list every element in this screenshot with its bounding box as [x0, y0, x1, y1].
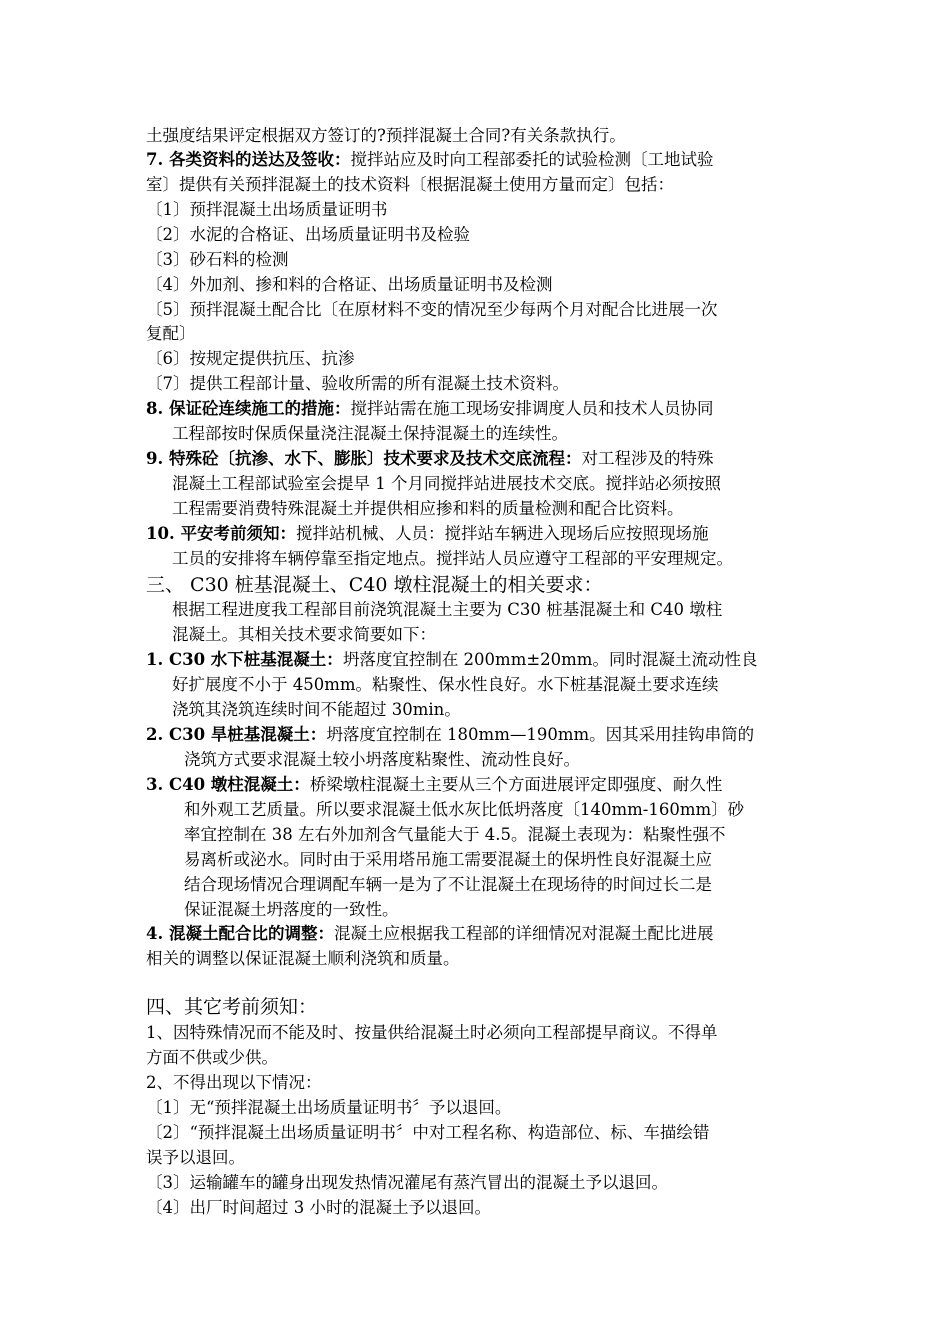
text-line: 混凝土工程部试验室会提早 1 个月同搅拌站进展技术交底。搅拌站必须按照	[172, 474, 721, 493]
text-line: 2、不得出现以下情况：	[146, 1073, 322, 1092]
text-line: 2. C30 旱桩基混凝土：坍落度宜控制在 180mm—190mm。因其采用挂钩串筒的	[146, 725, 755, 744]
text-line: 保证混凝土坍落度的一致性。	[184, 900, 399, 919]
text-line: 4. 混凝土配合比的调整：混凝土应根据我工程部的详细情况对混凝土配比进展	[146, 924, 714, 943]
section-heading: 3. C40 墩柱混凝土：	[146, 775, 310, 794]
text-line: 8. 保证砼连续施工的措施：搅拌站需在施工现场安排调度人员和技术人员协同	[146, 399, 714, 418]
text-line: 混凝土。其相关技术要求简要如下：	[172, 625, 436, 644]
text-line: 方面不供或少供。	[146, 1048, 278, 1067]
text-line: 土强度结果评定根据双方签订的?预拌混凝土合同?有关条款执行。	[146, 126, 626, 145]
text-line: 9. 特殊砼〔抗渗、水下、膨胀〕技术要求及技术交底流程：对工程涉及的特殊	[146, 449, 714, 468]
list-item: 〔2〕水泥的合格证、出场质量证明书及检验	[146, 225, 470, 244]
text-line: 相关的调整以保证混凝土顺利浇筑和质量。	[146, 949, 460, 968]
chapter-heading: 三、 C30 桩基混凝土、C40 墩柱混凝土的相关要求：	[146, 574, 603, 596]
text-line: 7. 各类资料的送达及签收：搅拌站应及时向工程部委托的试验检测〔工地试验	[146, 150, 714, 169]
list-item: 〔1〕无“预拌混凝土出场质量证明书〞予以退回。	[146, 1098, 512, 1117]
text-line: 好扩展度不小于 450mm。粘聚性、保水性良好。水下桩基混凝土要求连续	[172, 675, 719, 694]
list-item: 〔4〕出厂时间超过 3 小时的混凝土予以退回。	[146, 1198, 491, 1217]
section-heading: 1. C30 水下桩基混凝土：	[146, 650, 343, 669]
text-line: 工程需要消费特殊混凝土并提供相应掺和料的质量检测和配合比资料。	[172, 499, 684, 518]
section-heading: 10. 平安考前须知：	[146, 524, 296, 543]
text-line: 误予以退回。	[146, 1148, 245, 1167]
section-heading: 2. C30 旱桩基混凝土：	[146, 725, 327, 744]
text-line: 率宜控制在 38 左右外加剂含气量能大于 4.5。混凝土表现为：粘聚性强不	[184, 825, 726, 844]
text-line: 10. 平安考前须知：搅拌站机械、人员：搅拌站车辆进入现场后应按照现场施	[146, 524, 709, 543]
text-line: 和外观工艺质量。所以要求混凝土低水灰比低坍落度〔140mm-160mm〕砂	[184, 800, 745, 819]
list-item: 〔1〕预拌混凝土出场质量证明书	[146, 200, 388, 219]
list-item: 〔6〕按规定提供抗压、抗渗	[146, 349, 355, 368]
text-line: 1、因特殊情况而不能及时、按量供给混凝土时必须向工程部提早商议。不得单	[146, 1023, 718, 1042]
section-heading: 8. 保证砼连续施工的措施：	[146, 399, 351, 418]
text-line: 室〕提供有关预拌混凝土的技术资料〔根据混凝土使用方量而定〕包括：	[146, 175, 674, 194]
list-item: 〔5〕预拌混凝土配合比〔在原材料不变的情况至少每两个月对配合比进展一次	[146, 300, 718, 319]
list-item: 〔3〕运输罐车的罐身出现发热情况灌尾有蒸汽冒出的混凝土予以退回。	[146, 1173, 668, 1192]
section-heading: 4. 混凝土配合比的调整：	[146, 924, 334, 943]
chapter-heading: 四、其它考前须知：	[146, 996, 318, 1018]
section-heading: 7. 各类资料的送达及签收：	[146, 150, 351, 169]
text-line: 工员的安排将车辆停靠至指定地点。搅拌站人员应遵守工程部的平安理规定。	[172, 549, 733, 568]
list-item: 〔7〕提供工程部计量、验收所需的所有混凝土技术资料。	[146, 374, 569, 393]
text-line: 1. C30 水下桩基混凝土：坍落度宜控制在 200mm±20mm。同时混凝土流动性良	[146, 650, 758, 669]
text-line: 易离析或泌水。同时由于采用塔吊施工需要混凝土的保坍性良好混凝土应	[184, 850, 712, 869]
list-item: 〔3〕砂石料的检测	[146, 250, 289, 269]
text-line: 浇筑其浇筑连续时间不能超过 30min。	[172, 700, 461, 719]
text-line: 结合现场情况合理调配车辆一是为了不让混凝土在现场待的时间过长二是	[184, 875, 712, 894]
text-line: 根据工程进度我工程部目前浇筑混凝土主要为 C30 桩基混凝土和 C40 墩柱	[172, 600, 723, 619]
text-line: 3. C40 墩柱混凝土：桥梁墩柱混凝土主要从三个方面进展评定即强度、耐久性	[146, 775, 723, 794]
list-item: 〔2〕“预拌混凝土出场质量证明书〞中对工程名称、构造部位、标、车描绘错	[146, 1123, 710, 1142]
section-heading: 9. 特殊砼〔抗渗、水下、膨胀〕技术要求及技术交底流程：	[146, 449, 582, 468]
text-line: 复配〕	[146, 324, 196, 343]
text-line: 浇筑方式要求混凝土较小坍落度粘聚性、流动性良好。	[184, 750, 580, 769]
list-item: 〔4〕外加剂、掺和料的合格证、出场质量证明书及检测	[146, 275, 553, 294]
text-line: 工程部按时保质保量浇注混凝土保持混凝土的连续性。	[172, 424, 568, 443]
